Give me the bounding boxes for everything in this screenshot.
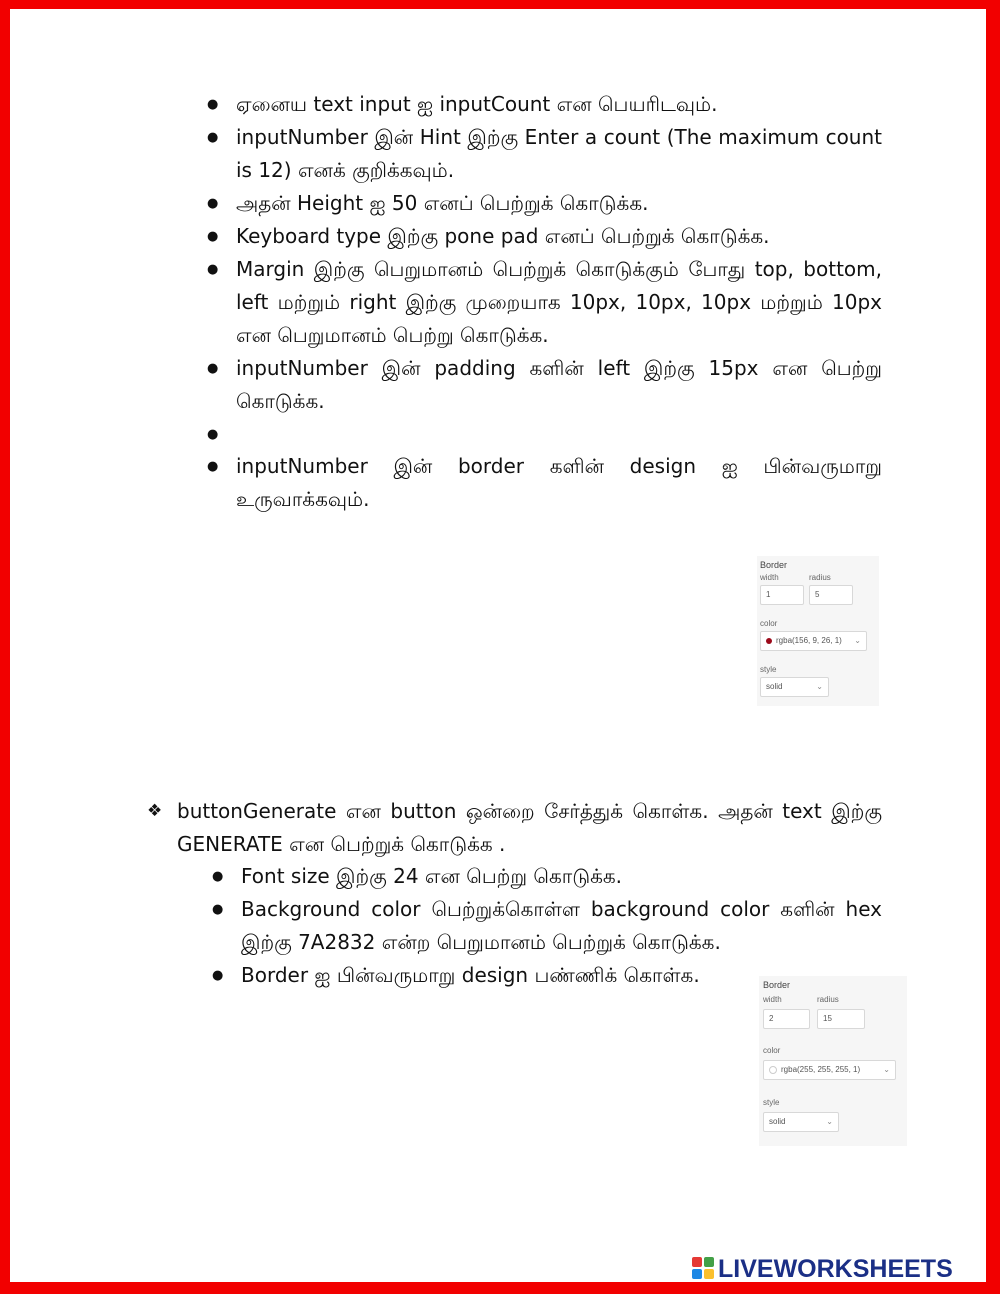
button-border-settings-panel [759,976,907,1146]
color-label: color [763,1046,781,1055]
logo-blocks-icon [692,1257,716,1281]
chevron-down-icon: ⌄ [826,1117,833,1126]
list-item: ● Font size இற்கு 24 என பெற்று கொடுக்க. [241,860,882,893]
color-swatch [766,638,772,644]
width-label: width [763,995,782,1004]
list-item: ● Background color பெற்றுக்கொள்ள background color களின் hex இற்கு 7A2832 என்ற பெறுமானம் பெற்றுக் கொடுக்க. [241,893,882,959]
list-item: ● ஏனைய text input ஐ inputCount என பெயரிடவும். [236,88,882,121]
width-input[interactable]: 2 [763,1009,810,1029]
logo-text: LIVEWORKSHEETS [718,1254,953,1283]
color-label: color [760,619,778,628]
list-item: ● inputNumber இன் Hint இற்கு Enter a count (The maximum count is 12) எனக் குறிக்கவும். [236,121,882,187]
style-label: style [763,1098,780,1107]
color-value: rgba(156, 9, 26, 1) [776,636,842,645]
width-label: width [760,573,779,582]
style-label: style [760,665,777,674]
margin-instructions-list [236,88,882,516]
list-item: ● Margin இற்கு பெறுமானம் பெற்றுக் கொடுக்கும் போது top, bottom, left மற்றும் right இற்கு முறையாக 10px, 10px, 10px மற்றும் 10px என பெறுமானம் பெற்று கொடுக்க. [236,253,882,352]
radius-input[interactable]: 5 [809,585,853,605]
color-value: rgba(255, 255, 255, 1) [781,1065,861,1074]
list-item: ● Keyboard type இற்கு pone pad எனப் பெற்றுக் கொடுக்க. [236,220,882,253]
style-value: solid [769,1117,786,1126]
spacer [236,418,882,450]
panel-title: Border [763,980,791,990]
style-value: solid [766,682,783,691]
list-item: ● inputNumber இன் border களின் design ஐ பின்வருமாறு உருவாக்கவும். [236,450,882,516]
input-border-settings-panel [757,556,879,706]
style-select[interactable] [760,677,829,697]
panel-title: Border [760,560,788,570]
list-item: ● Border ஐ பின்வருமாறு design பண்ணிக் கொள்க. [241,959,743,992]
chevron-down-icon: ⌄ [854,636,861,645]
liveworksheets-logo [692,1255,953,1283]
style-select[interactable] [763,1112,839,1132]
button-instructions-list [241,860,882,992]
radius-label: radius [817,995,839,1004]
color-swatch [769,1066,777,1074]
radius-label: radius [809,573,831,582]
color-select[interactable] [763,1060,896,1080]
radius-input[interactable]: 15 [817,1009,865,1029]
width-input[interactable]: 1 [760,585,804,605]
chevron-down-icon: ⌄ [816,682,823,691]
chevron-down-icon: ⌄ [883,1065,890,1074]
list-item: ● அதன் Height ஐ 50 எனப் பெற்றுக் கொடுக்க. [236,187,882,220]
list-item: ● inputNumber இன் padding களின் left இற்கு 15px என பெற்று கொடுக்க. [236,352,882,418]
button-intro: ❖ buttonGenerate என button ஒன்றை சேர்த்துக் கொள்க. அதன் text இற்கு GENERATE என பெற்றுக் கொடுக்க . [177,795,882,861]
color-select[interactable] [760,631,867,651]
